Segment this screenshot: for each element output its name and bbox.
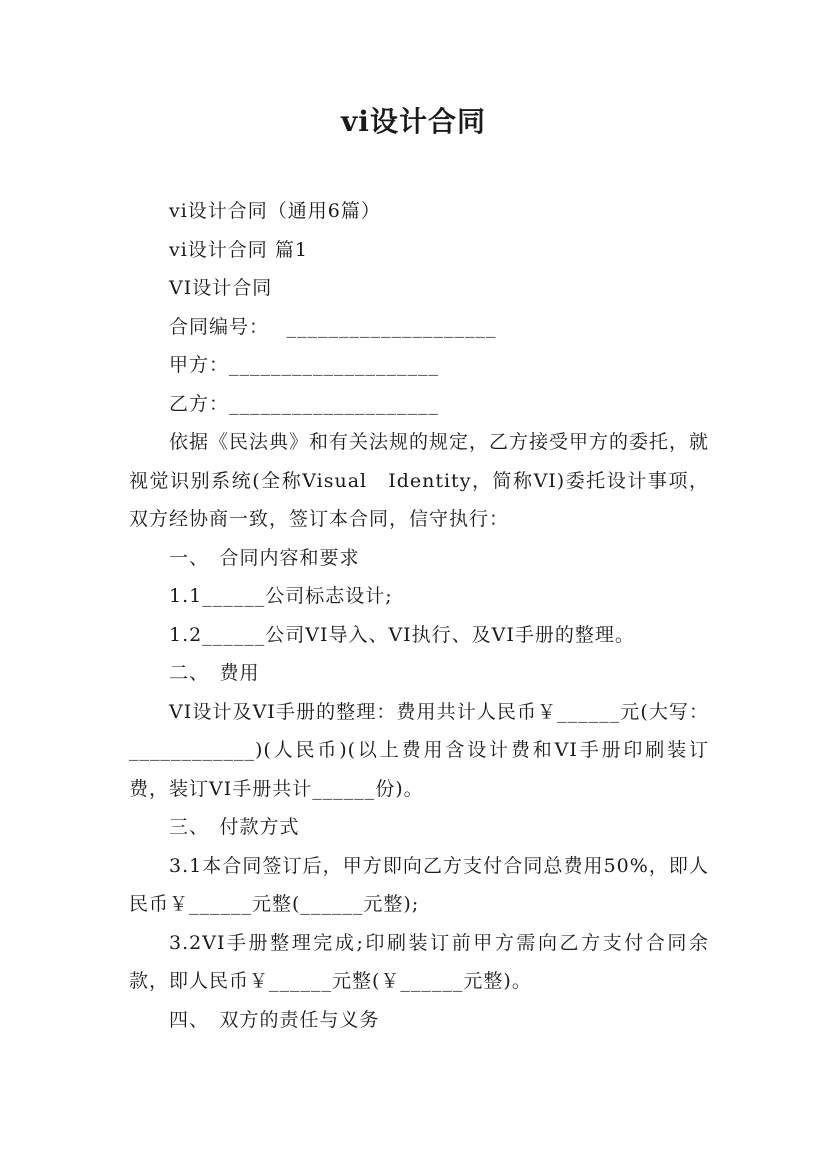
party-a-line: 甲方：____________________ <box>169 354 440 376</box>
doc-subtitle: vi设计合同（通用6篇） <box>169 200 381 222</box>
section-heading-obligations: 四、 双方的责任与义务 <box>169 1008 380 1031</box>
section-heading-contents: 一、 合同内容和要求 <box>169 546 360 569</box>
clause-1-1: 1.1______公司标志设计; <box>169 585 393 607</box>
section-heading-part-1: vi设计合同 篇1 <box>169 238 308 261</box>
document-title: vi设计合同 <box>341 105 486 138</box>
contract-number-line: 合同编号： ____________________ <box>169 315 497 338</box>
fees-paragraph: VI设计及VI手册的整理：费用共计人民币￥______元(大写：____________)(人民币)(以上费用含设计费和VI手册印刷装订费，装订VI手册共计______份)。 <box>129 700 709 800</box>
section-heading-fees: 二、 费用 <box>169 662 260 684</box>
document-body <box>129 192 709 1039</box>
clause-1-2: 1.2______公司VI导入、VI执行、及VI手册的整理。 <box>169 623 635 646</box>
party-b-line: 乙方：____________________ <box>169 392 440 415</box>
preamble-paragraph: 依据《民法典》和有关法规的规定，乙方接受甲方的委托，就视觉识别系统(全称Visual Identity，简称VI)委托设计事项，双方经协商一致，签订本合同，信守执行： <box>129 431 710 530</box>
clause-3-1: 3.1本合同签订后，甲方即向乙方支付合同总费用50%，即人民币￥______元整(______元整); <box>129 854 709 915</box>
contract-heading: VI设计合同 <box>169 277 273 299</box>
section-heading-payment: 三、 付款方式 <box>169 816 300 838</box>
clause-3-2: 3.2VI手册整理完成;印刷装订前甲方需向乙方支付合同余款，即人民币￥______元整(￥______元整)。 <box>129 931 709 992</box>
